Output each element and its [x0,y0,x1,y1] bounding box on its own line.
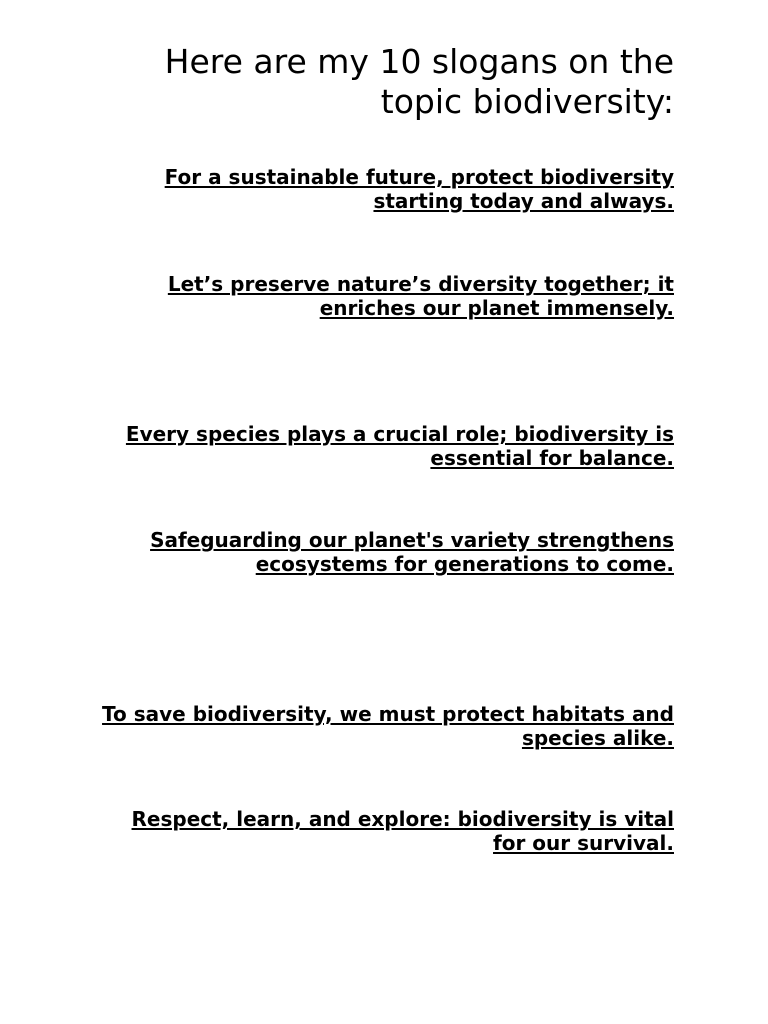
document-title: Here are my 10 slogans on the topic biodiversity: [164,42,674,121]
slogan-5: To save biodiversity, we must protect habitats and species alike. [102,702,674,750]
slogan-2: Let’s preserve nature’s diversity together; it enriches our planet immensely. [167,272,674,320]
slogan-4: Safeguarding our planet's variety strengthens ecosystems for generations to come. [150,528,674,576]
slogan-6: Respect, learn, and explore: biodiversity is vital for our survival. [131,807,674,855]
slogan-1: For a sustainable future, protect biodiversity starting today and always. [164,165,674,213]
slogan-3: Every species plays a crucial role; biodiversity is essential for balance. [125,422,674,470]
